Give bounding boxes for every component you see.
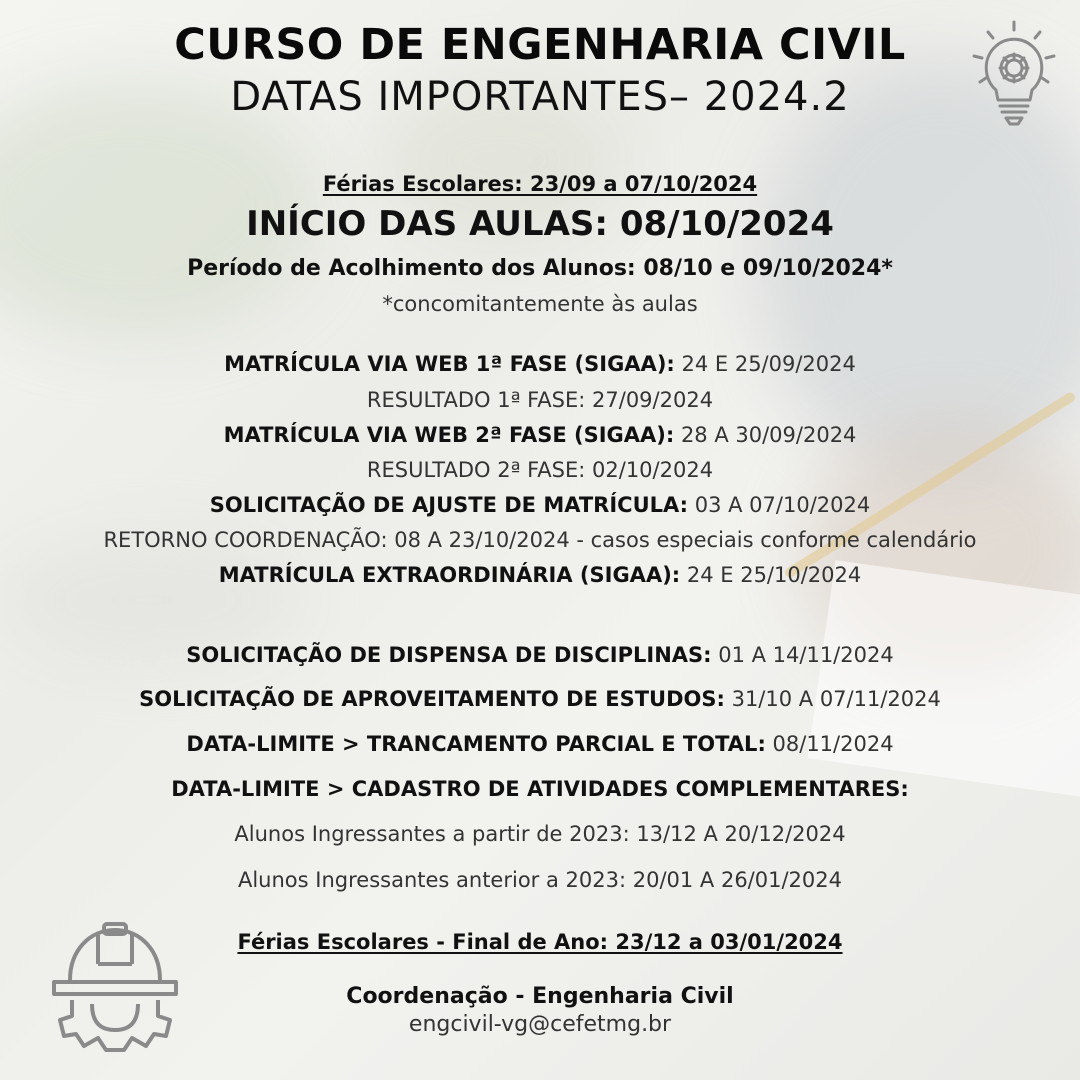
matricula-row: MATRÍCULA EXTRAORDINÁRIA (SIGAA): 24 E 25/10/2024 bbox=[218, 563, 862, 587]
ferias-final-de-ano: Férias Escolares - Final de Ano: 23/12 a 03/01/2024 bbox=[237, 930, 843, 954]
periodo-acolhimento: Período de Acolhimento dos Alunos: 08/10 e 09/10/2024* bbox=[187, 256, 893, 281]
prazo-row: SOLICITAÇÃO DE APROVEITAMENTO DE ESTUDOS: 31/10 A 07/11/2024 bbox=[139, 687, 941, 711]
matricula-row: SOLICITAÇÃO DE AJUSTE DE MATRÍCULA: 03 A 07/10/2024 bbox=[209, 493, 871, 517]
matricula-row: MATRÍCULA VIA WEB 1ª FASE (SIGAA): 24 E 25/09/2024 bbox=[224, 352, 856, 376]
hardhat-gear-icon bbox=[40, 920, 190, 1060]
inicio-das-aulas: INÍCIO DAS AULAS: 08/10/2024 bbox=[246, 204, 834, 244]
matricula-row: RETORNO COORDENAÇÃO: 08 A 23/10/2024 - casos especiais conforme calendário bbox=[103, 528, 977, 552]
prazo-row: DATA-LIMITE > CADASTRO DE ATIVIDADES COMPLEMENTARES: bbox=[171, 777, 909, 801]
matricula-row: RESULTADO 2ª FASE: 02/10/2024 bbox=[366, 458, 714, 482]
ferias-escolares: Férias Escolares: 23/09 a 07/10/2024 bbox=[322, 172, 758, 196]
nota-concomitante: *concomitantemente às aulas bbox=[382, 292, 698, 316]
matricula-row: RESULTADO 1ª FASE: 27/09/2024 bbox=[366, 388, 714, 412]
email-contato: engcivil-vg@cefetmg.br bbox=[408, 1012, 672, 1037]
page-subtitle: DATAS IMPORTANTES– 2024.2 bbox=[230, 74, 850, 120]
prazo-row: Alunos Ingressantes a partir de 2023: 13/12 A 20/12/2024 bbox=[234, 822, 846, 846]
prazo-row: SOLICITAÇÃO DE DISPENSA DE DISCIPLINAS: 01 A 14/11/2024 bbox=[186, 643, 894, 667]
prazo-row: DATA-LIMITE > TRANCAMENTO PARCIAL E TOTAL: 08/11/2024 bbox=[186, 732, 894, 756]
matricula-row: MATRÍCULA VIA WEB 2ª FASE (SIGAA): 28 A 30/09/2024 bbox=[223, 423, 857, 447]
lightbulb-gear-icon bbox=[966, 18, 1062, 130]
coordenacao: Coordenação - Engenharia Civil bbox=[346, 984, 734, 1009]
prazo-row: Alunos Ingressantes anterior a 2023: 20/01 A 26/01/2024 bbox=[237, 868, 842, 892]
page-title: CURSO DE ENGENHARIA CIVIL bbox=[174, 20, 906, 70]
